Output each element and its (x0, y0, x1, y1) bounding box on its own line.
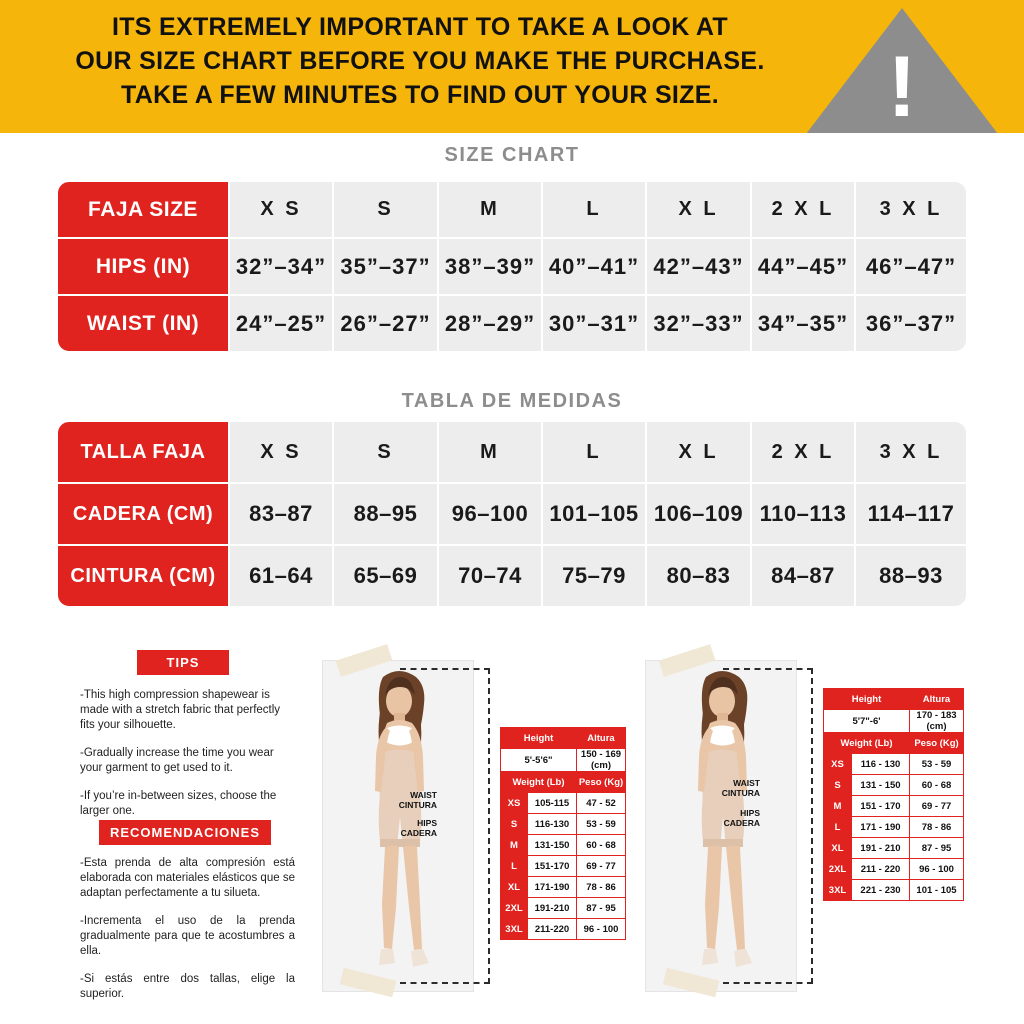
td-lb-left-2: 131-150 (528, 835, 577, 856)
table-row (824, 880, 964, 901)
banner-line-2: OUR SIZE CHART BEFORE YOU MAKE THE PURCHASE. (75, 47, 765, 75)
td-kg-left-6: 96 - 100 (577, 919, 626, 940)
td-size-left-2: M (501, 835, 528, 856)
th-altura-left: Altura (577, 728, 626, 749)
td-size-right-2: M (824, 796, 852, 817)
td-size-left-3: L (501, 856, 528, 877)
cell-waist-2xl: 34”–35” (751, 295, 855, 352)
tips-list (80, 688, 295, 832)
td-kg-left-4: 78 - 86 (577, 877, 626, 898)
td-height-range-left: 5'-5'6" (501, 749, 577, 772)
td-lb-right-6: 221 - 230 (852, 880, 910, 901)
td-size-right-3: L (824, 817, 852, 838)
recommendations-item-3: -Si estás entre dos tallas, elige la superior. (80, 973, 295, 1000)
td-size-right-0: XS (824, 754, 852, 775)
cell-hips-3xl: 46”–47” (855, 238, 967, 295)
table-row (824, 689, 964, 710)
table-row (57, 483, 967, 545)
table-row (501, 749, 626, 772)
cell-waist-xl: 32”–33” (646, 295, 751, 352)
cell-cintura-xs: 61–64 (229, 545, 333, 607)
td-kg-right-6: 101 - 105 (910, 880, 964, 901)
table-row (824, 775, 964, 796)
td-size-right-4: XL (824, 838, 852, 859)
td-lb-right-0: 116 - 130 (852, 754, 910, 775)
td-size-left-5: 2XL (501, 898, 528, 919)
callout-waist-right: WAIST CINTURA (721, 778, 760, 798)
col-header-xl: X L (646, 181, 751, 238)
callout-waist-left: WAIST CINTURA (398, 790, 437, 810)
td-kg-left-3: 69 - 77 (577, 856, 626, 877)
td-altura-range-right: 170 - 183 (cm) (910, 710, 964, 733)
table-row (824, 817, 964, 838)
cell-cintura-m: 70–74 (438, 545, 542, 607)
table-row (501, 772, 626, 793)
cell-hips-xs: 32”–34” (229, 238, 333, 295)
cell-cadera-m: 96–100 (438, 483, 542, 545)
td-kg-left-1: 53 - 59 (577, 814, 626, 835)
cell-cadera-xs: 83–87 (229, 483, 333, 545)
row-label-waist-in: WAIST (IN) (57, 295, 229, 352)
td-kg-right-1: 60 - 68 (910, 775, 964, 796)
col-header-es-xs: X S (229, 421, 333, 483)
height-weight-table-right (823, 688, 964, 901)
row-label-faja-size: FAJA SIZE (57, 181, 229, 238)
cell-hips-m: 38”–39” (438, 238, 542, 295)
td-size-right-1: S (824, 775, 852, 796)
cell-cadera-s: 88–95 (333, 483, 438, 545)
table-row (57, 545, 967, 607)
td-kg-left-2: 60 - 68 (577, 835, 626, 856)
table-row (501, 919, 626, 940)
table-row (824, 710, 964, 733)
td-lb-right-4: 191 - 210 (852, 838, 910, 859)
row-label-talla-faja: TALLA FAJA (57, 421, 229, 483)
td-kg-right-3: 78 - 86 (910, 817, 964, 838)
table-row (501, 877, 626, 898)
table-row (824, 796, 964, 817)
row-label-hips-in: HIPS (IN) (57, 238, 229, 295)
warning-triangle-icon (804, 6, 1000, 133)
tips-item-2: -Gradually increase the time you wear your garment to get used to it. (80, 747, 274, 774)
table-row (824, 838, 964, 859)
cell-waist-3xl: 36”–37” (855, 295, 967, 352)
size-chart-title: SIZE CHART (444, 144, 580, 166)
row-label-cintura-cm: CINTURA (CM) (57, 545, 229, 607)
table-row (501, 728, 626, 749)
row-label-cadera-cm: CADERA (CM) (57, 483, 229, 545)
col-header-m: M (438, 181, 542, 238)
cell-waist-l: 30”–31” (542, 295, 646, 352)
col-header-es-s: S (333, 421, 438, 483)
table-row (501, 814, 626, 835)
recommendations-item-2: -Incrementa el uso de la prenda gradualmente para que te acostumbres a ella. (80, 915, 295, 957)
table-row (824, 754, 964, 775)
table-row (501, 856, 626, 877)
td-lb-left-3: 151-170 (528, 856, 577, 877)
size-chart-table-en (57, 181, 967, 352)
td-size-left-6: 3XL (501, 919, 528, 940)
table-row (501, 898, 626, 919)
col-header-2xl: 2 X L (751, 181, 855, 238)
td-kg-right-5: 96 - 100 (910, 859, 964, 880)
td-lb-left-6: 211-220 (528, 919, 577, 940)
td-lb-right-2: 151 - 170 (852, 796, 910, 817)
td-lb-left-1: 116-130 (528, 814, 577, 835)
th-height-right: Height (824, 689, 910, 710)
cell-cintura-s: 65–69 (333, 545, 438, 607)
td-lb-right-3: 171 - 190 (852, 817, 910, 838)
cell-cadera-xl: 106–109 (646, 483, 751, 545)
td-height-range-right: 5'7"-6' (824, 710, 910, 733)
th-altura-right: Altura (910, 689, 964, 710)
td-kg-left-0: 47 - 52 (577, 793, 626, 814)
cell-cintura-xl: 80–83 (646, 545, 751, 607)
col-header-es-2xl: 2 X L (751, 421, 855, 483)
table-row (57, 238, 967, 295)
cell-hips-xl: 42”–43” (646, 238, 751, 295)
callout-hips-left: HIPS CADERA (400, 818, 437, 838)
td-lb-left-5: 191-210 (528, 898, 577, 919)
cell-waist-m: 28”–29” (438, 295, 542, 352)
table-row (57, 181, 967, 238)
cell-hips-s: 35”–37” (333, 238, 438, 295)
col-header-s: S (333, 181, 438, 238)
col-header-es-l: L (542, 421, 646, 483)
td-size-left-4: XL (501, 877, 528, 898)
td-kg-left-5: 87 - 95 (577, 898, 626, 919)
td-kg-right-4: 87 - 95 (910, 838, 964, 859)
cell-cadera-3xl: 114–117 (855, 483, 967, 545)
banner-line-1: ITS EXTREMELY IMPORTANT TO TAKE A LOOK AT (111, 13, 729, 41)
col-header-xs: X S (229, 181, 333, 238)
th-weight-lb-left: Weight (Lb) (501, 772, 577, 793)
cell-cintura-2xl: 84–87 (751, 545, 855, 607)
recommendations-badge: RECOMENDACIONES (99, 820, 271, 845)
header-banner (0, 0, 1024, 133)
td-size-left-0: XS (501, 793, 528, 814)
td-kg-right-0: 53 - 59 (910, 754, 964, 775)
td-size-right-5: 2XL (824, 859, 852, 880)
table-row (57, 421, 967, 483)
col-header-l: L (542, 181, 646, 238)
td-altura-range-left: 150 - 169 (cm) (577, 749, 626, 772)
td-lb-left-0: 105-115 (528, 793, 577, 814)
recommendations-list (80, 856, 295, 1015)
td-lb-left-4: 171-190 (528, 877, 577, 898)
cell-cadera-l: 101–105 (542, 483, 646, 545)
th-peso-kg-left: Peso (Kg) (577, 772, 626, 793)
td-size-left-1: S (501, 814, 528, 835)
cell-cintura-l: 75–79 (542, 545, 646, 607)
td-kg-right-2: 69 - 77 (910, 796, 964, 817)
th-weight-lb-right: Weight (Lb) (824, 733, 910, 754)
tips-badge: TIPS (137, 650, 229, 675)
table-row (501, 793, 626, 814)
table-row (57, 295, 967, 352)
td-lb-right-5: 211 - 220 (852, 859, 910, 880)
table-row (501, 835, 626, 856)
height-weight-table-left (500, 727, 626, 940)
th-peso-kg-right: Peso (Kg) (910, 733, 964, 754)
banner-line-3: TAKE A FEW MINUTES TO FIND OUT YOUR SIZE. (121, 81, 719, 109)
cell-hips-l: 40”–41” (542, 238, 646, 295)
size-chart-table-es (57, 421, 967, 607)
table-row (824, 733, 964, 754)
callout-hips-right: HIPS CADERA (723, 808, 760, 828)
tips-item-1: -This high compression shapewear is made with a stretch fabric that perfectly fits your silhouette. (80, 689, 281, 731)
td-lb-right-1: 131 - 150 (852, 775, 910, 796)
cell-hips-2xl: 44”–45” (751, 238, 855, 295)
tips-item-3: -If you’re in-between sizes, choose the larger one. (80, 790, 277, 817)
col-header-3xl: 3 X L (855, 181, 967, 238)
col-header-es-xl: X L (646, 421, 751, 483)
th-height-left: Height (501, 728, 577, 749)
banner-headline (0, 10, 840, 112)
table-row (824, 859, 964, 880)
cell-waist-s: 26”–27” (333, 295, 438, 352)
col-header-es-m: M (438, 421, 542, 483)
svg-text:!: ! (887, 39, 917, 133)
col-header-es-3xl: 3 X L (855, 421, 967, 483)
td-size-right-6: 3XL (824, 880, 852, 901)
size-chart-title-es: TABLA DE MEDIDAS (401, 390, 623, 412)
cell-cadera-2xl: 110–113 (751, 483, 855, 545)
recommendations-item-1: -Esta prenda de alta compresión está elaborada con materiales elásticos que se adaptan perfectamente a tu silueta. (80, 857, 295, 899)
cell-waist-xs: 24”–25” (229, 295, 333, 352)
cell-cintura-3xl: 88–93 (855, 545, 967, 607)
